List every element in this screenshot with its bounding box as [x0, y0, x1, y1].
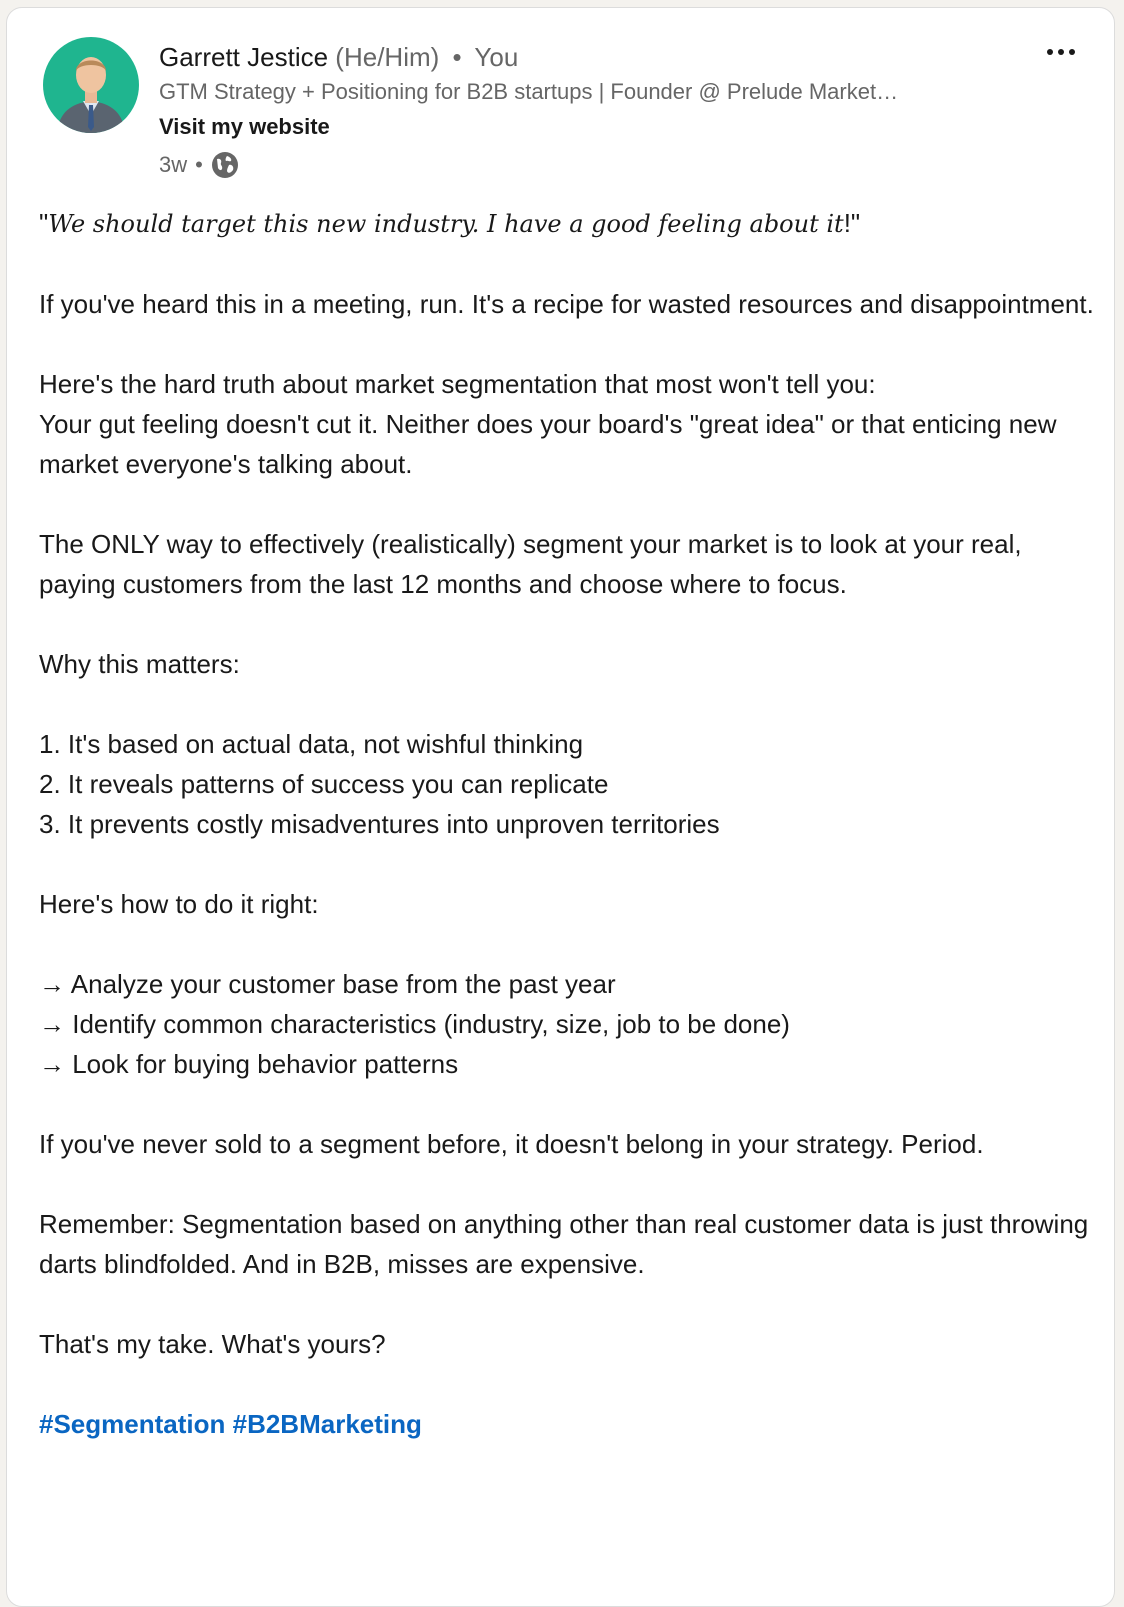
quote-mark: !" — [843, 208, 861, 238]
spacer — [39, 244, 1099, 284]
separator-dot: • — [195, 152, 203, 177]
hashtags — [39, 1404, 1099, 1444]
person-avatar-icon — [43, 37, 139, 133]
more-options-button[interactable] — [1039, 32, 1083, 72]
post-card — [6, 7, 1115, 1607]
list-item: → Identify common characteristics (industry, size, job to be done) — [39, 1009, 790, 1039]
quote-mark: " — [39, 208, 49, 238]
avatar[interactable] — [43, 37, 139, 133]
globe-icon — [211, 151, 239, 179]
spacer — [39, 324, 1099, 364]
spacer — [39, 604, 1099, 644]
list-item: → Analyze your customer base from the past year — [39, 969, 616, 999]
list-item: → Look for buying behavior patterns — [39, 1049, 459, 1079]
spacer — [39, 1284, 1099, 1324]
spacer — [39, 924, 1099, 964]
post-paragraph: If you've heard this in a meeting, run. It's a recipe for wasted resources and disappointment. — [39, 289, 1094, 319]
list-item: 3. It prevents costly misadventures into unproven territories — [39, 809, 720, 839]
post-paragraph: The ONLY way to effectively (realistically) segment your market is to look at your real, paying customers from the last 12 months and choose where to focus. — [39, 529, 1029, 599]
author-pronouns: (He/Him) — [335, 42, 440, 72]
author-headline: GTM Strategy + Positioning for B2B startups | Founder @ Prelude Market… — [159, 79, 899, 104]
post-paragraph: Remember: Segmentation based on anything other than real customer data is just throwing darts blindfolded. And in B2B, misses are expensive. — [39, 1209, 1096, 1279]
post-paragraph: Why this matters: — [39, 649, 240, 679]
hashtag-segmentation[interactable]: #Segmentation — [39, 1409, 226, 1439]
post-quote — [39, 203, 1099, 244]
author-relation: You — [474, 42, 519, 72]
author-name[interactable]: Garrett Jestice — [159, 42, 329, 72]
spacer — [39, 684, 1099, 724]
post-paragraph: That's my take. What's yours? — [39, 1329, 386, 1359]
post-paragraph: Your gut feeling doesn't cut it. Neither does your board's "great idea" or that enticing new market everyone's talking about. — [39, 409, 1064, 479]
post-paragraph: Here's how to do it right: — [39, 889, 319, 919]
post-body — [39, 203, 1099, 1444]
hashtag-b2bmarketing[interactable]: #B2BMarketing — [232, 1409, 422, 1439]
spacer — [39, 844, 1099, 884]
post-meta — [159, 147, 239, 183]
list-item: 2. It reveals patterns of success you can replicate — [39, 769, 609, 799]
post-time: 3w — [159, 152, 188, 177]
spacer — [39, 484, 1099, 524]
ellipsis-icon — [1046, 48, 1076, 56]
spacer — [39, 1364, 1099, 1404]
visit-website-link[interactable]: Visit my website — [159, 114, 330, 139]
author-line — [159, 38, 518, 76]
list-item: 1. It's based on actual data, not wishful thinking — [39, 729, 584, 759]
post-paragraph: Here's the hard truth about market segmentation that most won't tell you: — [39, 369, 876, 399]
separator-dot: • — [452, 42, 462, 72]
quote-text: We should target this new industry. I have a good feeling about it — [48, 210, 844, 238]
spacer — [39, 1084, 1099, 1124]
spacer — [39, 1164, 1099, 1204]
post-paragraph: If you've never sold to a segment before, it doesn't belong in your strategy. Period. — [39, 1129, 984, 1159]
